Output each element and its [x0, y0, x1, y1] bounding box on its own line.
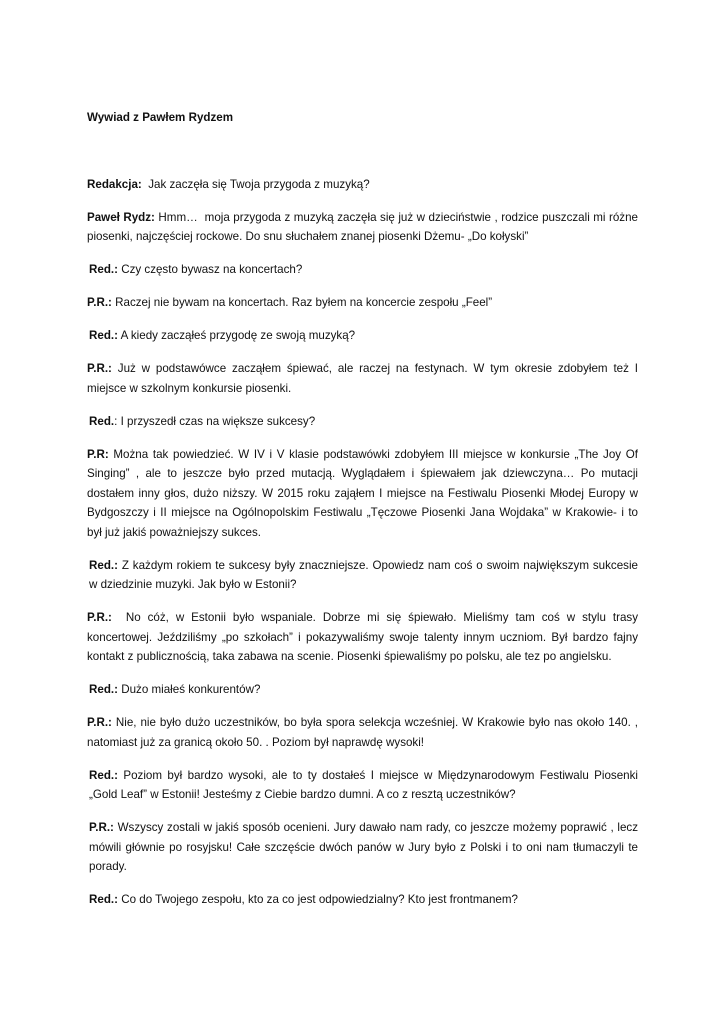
speaker-label: Red.:: [89, 683, 118, 696]
interview-paragraph: [87, 608, 642, 667]
paragraph-text: Wszyscy zostali w jakiś sposób ocenieni. Jury dawało nam rady, co jeszcze możemy poprawić , lecz mówili głównie po rosyjsku! Całe szczęście dwóch panów w Jury było z Polski i to oni nam tłumaczyli te porady.: [89, 821, 642, 873]
paragraph-text: Można tak powiedzieć. W IV i V klasie podstawówki zdobyłem III miejsce w konkursie „The Joy Of Singing” , ale to jeszcze było przed mutacją. Wyglądałem i śpiewałem jak dziewczyna… Po mutacji dostałem inny głos, dużo niższy. W 2015 roku zająłem I miejsce na Festiwalu Piosenki Młodej Europy w Bydgoszczy i II miejsce na Ogólnopolskim Festiwalu „Tęczowe Piosenki Jana Wojdaka” w Krakowie- i to był już jakiś poważniejszy sukces.: [87, 447, 642, 539]
paragraph-text: Raczej nie bywam na koncertach. Raz byłem na koncercie zespołu „Feel”: [111, 296, 493, 309]
interview-paragraph: [87, 293, 638, 313]
interview-paragraph: [87, 556, 642, 595]
speaker-label: Red.:: [89, 263, 118, 276]
paragraph-text: Hmm… moja przygoda z muzyką zaczęła się już w dzieciństwie , rodzice puszczali mi różne piosenki, najczęściej rockowe. Do snu słuchałem znanej piosenki Dżemu- „Do kołyski”: [87, 210, 642, 243]
interview-paragraph: [87, 326, 638, 346]
speaker-label: P.R.:: [87, 296, 112, 309]
interview-paragraph: [87, 680, 638, 700]
speaker-label: P.R.:: [87, 611, 112, 624]
interview-paragraph: [87, 260, 638, 280]
interview-paragraph: [87, 890, 638, 910]
interview-paragraph: [87, 208, 642, 247]
speaker-label: Red.: [89, 414, 115, 428]
paragraph-text: Już w podstawówce zacząłem śpiewać, ale raczej na festynach. W tym okresie zdobyłem też I miejsce w szkolnym konkursie piosenki.: [87, 362, 642, 395]
speaker-label: P.R.:: [89, 821, 114, 834]
speaker-label: P.R:: [87, 447, 109, 461]
paragraph-text: Poziom był bardzo wysoki, ale to ty dostałeś I miejsce w Międzynarodowym Festiwalu Piosenki „Gold Leaf” w Estonii! Jesteśmy z Ciebie bardzo dumni. A co z resztą uczestników?: [89, 768, 642, 801]
speaker-label: P.R.:: [87, 716, 112, 729]
speaker-label: Paweł Rydz:: [87, 210, 155, 224]
paragraph-text: Co do Twojego zespołu, kto za co jest odpowiedzialny? Kto jest frontmanem?: [117, 893, 518, 906]
paragraph-text: Z każdym rokiem te sukcesy były znaczniejsze. Opowiedz nam coś o swoim największym sukcesie w dziedzinie muzyki. Jak było w Estonii?: [89, 558, 642, 591]
interview-paragraph: [87, 359, 642, 398]
paragraph-text: A kiedy zacząłeś przygodę ze swoją muzyką?: [117, 329, 356, 342]
interview-paragraph: [87, 713, 642, 752]
interview-paragraph: [87, 175, 638, 195]
interview-paragraph: [87, 818, 642, 877]
paragraph-text: Nie, nie było dużo uczestników, bo była spora selekcja wcześniej. W Krakowie było nas około 140. , natomiast już za granicą około 50. . Poziom był naprawdę wysoki!: [87, 716, 642, 749]
speaker-label: Red.:: [89, 558, 118, 572]
paragraph-text: No cóż, w Estonii było wspaniale. Dobrze mi się śpiewało. Mieliśmy tam coś w stylu trasy koncertowej. Jeździliśmy „po szkołach” i pokazywaliśmy swoje talenty innym uczniom. Był bardzo fajny kontakt z publicznością, taka zabawa na scenie. Piosenki śpiewaliśmy po polsku, ale tez po angielsku.: [87, 611, 642, 663]
speaker-label: Red.:: [89, 893, 118, 906]
paragraph-text: Jak zaczęła się Twoja przygoda z muzyką?: [141, 177, 370, 191]
paragraph-text: : I przyszedł czas na większe sukcesy?: [114, 414, 316, 428]
speaker-label: Red.:: [89, 768, 118, 782]
speaker-label: Red.:: [89, 329, 118, 342]
speaker-label: P.R.:: [87, 362, 112, 375]
paragraph-text: Czy często bywasz na koncertach?: [117, 263, 303, 276]
speaker-label: Redakcja:: [87, 177, 142, 191]
document-title: Wywiad z Pawłem Rydzem: [87, 111, 234, 124]
interview-paragraph: [87, 445, 642, 543]
paragraph-text: Dużo miałeś konkurentów?: [117, 683, 261, 696]
interview-paragraph: [87, 766, 642, 805]
document-page: [87, 108, 642, 923]
interview-paragraph: [87, 412, 638, 432]
